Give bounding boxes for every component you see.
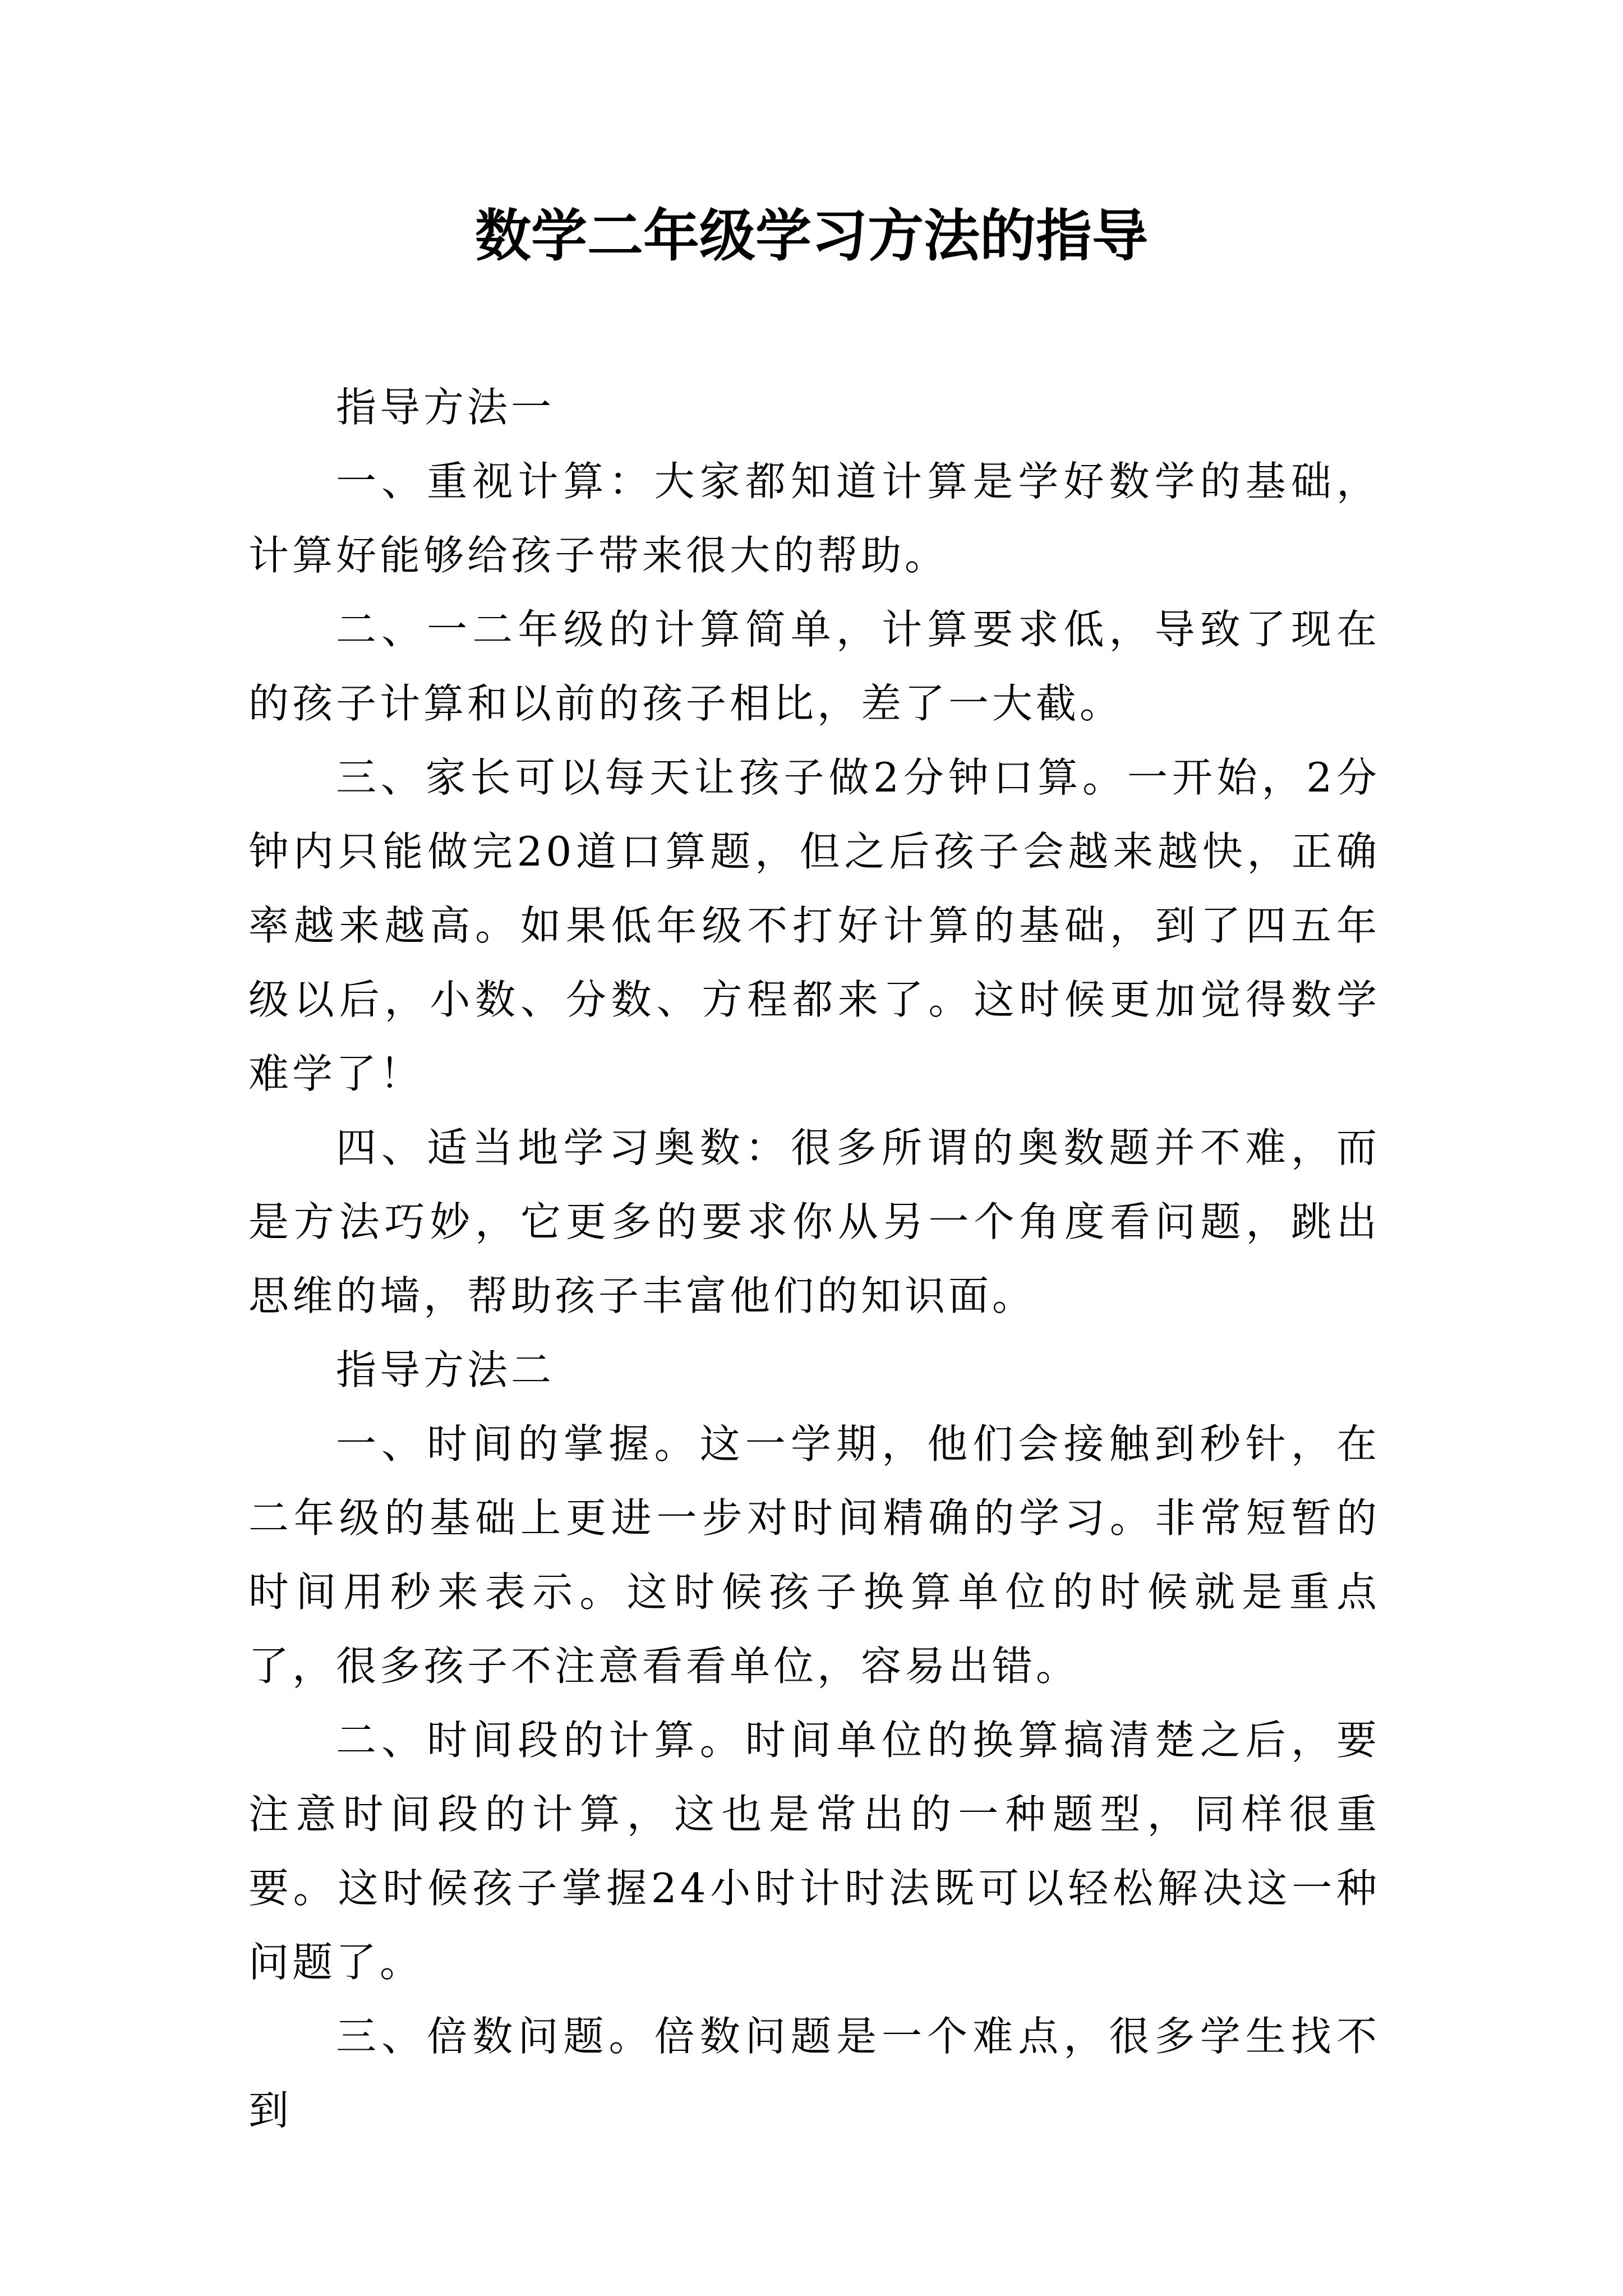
paragraph: 二、一二年级的计算简单，计算要求低，导致了现在的孩子计算和以前的孩子相比，差了一大截。: [248, 606, 1380, 727]
paragraph: 二、时间段的计算。时间单位的换算搞清楚之后，要注意时间段的计算，这也是常出的一种题型，同样很重要。这时候孩子掌握24小时计时法既可以轻松解决这一种问题了。: [248, 1717, 1380, 1986]
paragraph: 四、适当地学习奥数：很多所谓的奥数题并不难，而是方法巧妙，它更多的要求你从另一个角度看问题，跳出思维的墙，帮助孩子丰富他们的知识面。: [248, 1124, 1380, 1319]
paragraph: 一、时间的掌握。这一学期，他们会接触到秒针，在二年级的基础上更进一步对时间精确的学习。非常短暂的时间用秒来表示。这时候孩子换算单位的时候就是重点了，很多孩子不注意看看单位，容易出错。: [248, 1420, 1380, 1690]
paragraph: 三、倍数问题。倍数问题是一个难点，很多学生找不到: [248, 2013, 1380, 2134]
section-heading-2: 指导方法二: [336, 1346, 555, 1393]
paragraph: 三、家长可以每天让孩子做2分钟口算。一开始，2分钟内只能做完20道口算题，但之后孩子会越来越快，正确率越来越高。如果低年级不打好计算的基础，到了四五年级以后，小数、分数、方程都来了。这时候更加觉得数学难学了！: [248, 754, 1380, 1097]
document-body: [248, 370, 1380, 2147]
section-heading-1: 指导方法一: [336, 384, 555, 431]
paragraph: 一、重视计算：大家都知道计算是学好数学的基础，计算好能够给孩子带来很大的帮助。: [248, 458, 1380, 579]
document-title: 数学二年级学习方法的指导: [475, 203, 1148, 269]
